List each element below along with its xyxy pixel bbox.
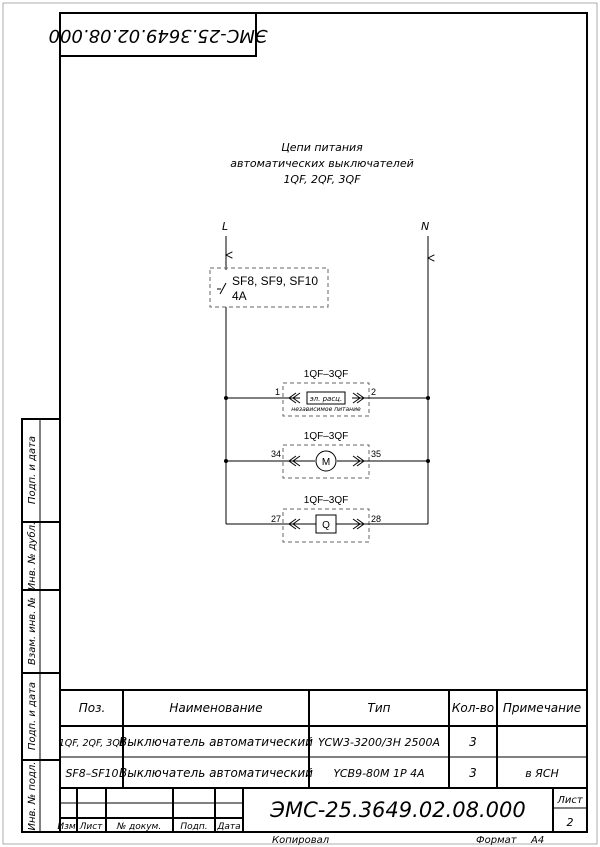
top-stamp <box>49 13 269 56</box>
side-stamp <box>22 419 60 832</box>
row2-qty: 3 <box>469 766 477 780</box>
svg-text:1QF–3QF: 1QF–3QF <box>303 431 349 442</box>
designation: ЭМС-25.3649.02.08.000 <box>270 798 526 822</box>
row2-type: YCB9-80M 1P 4A <box>333 767 425 780</box>
col-date: Дата <box>217 822 241 832</box>
row2-pos: SF8–SF10 <box>65 767 119 780</box>
spec-table <box>59 690 587 788</box>
row1-qty: 3 <box>469 735 477 749</box>
svg-text:Q: Q <box>322 520 330 531</box>
svg-text:1: 1 <box>275 387 281 397</box>
col-list: Лист <box>79 822 103 832</box>
row1-type: YCW3-3200/3H 2500A <box>317 736 441 749</box>
svg-text:28: 28 <box>371 514 382 524</box>
sheet-number: 2 <box>566 816 574 829</box>
row1-pos: 1QF, 2QF, 3QF <box>58 738 126 749</box>
load-q <box>226 495 428 542</box>
load1-device: 1QF–3QF <box>303 369 349 380</box>
col-doc: № докум. <box>116 822 162 832</box>
top-stamp-text: ЭМС-25.3649.02.08.000 <box>48 25 268 46</box>
load-release <box>224 369 430 416</box>
header-note: Примечание <box>502 701 582 715</box>
col-sign: Подп. <box>180 822 208 832</box>
title-line-2: автоматических выключателей <box>230 157 414 170</box>
title-block <box>57 788 587 832</box>
junction-n1 <box>426 396 430 400</box>
svg-text:2: 2 <box>371 387 377 397</box>
svg-text:эл. расц.: эл. расц. <box>309 395 343 403</box>
row1-name: Выключатель автоматический <box>119 735 313 749</box>
title-line-3: 1QF, 2QF, 3QF <box>283 173 361 186</box>
svg-text:27: 27 <box>271 514 282 524</box>
breaker-sf <box>210 268 328 307</box>
header-type: Тип <box>367 701 391 715</box>
breaker-label-2: 4A <box>232 289 247 303</box>
sheet-label: Лист <box>557 795 583 806</box>
load-motor <box>224 431 430 478</box>
footer-format-label: Формат <box>476 835 517 846</box>
svg-text:34: 34 <box>271 449 282 459</box>
side-stamp-1: Подп. и дата <box>27 435 38 505</box>
title-line-1: Цепи питания <box>281 141 363 154</box>
breaker-label-1: SF8, SF9, SF10 <box>232 274 319 288</box>
outer-frame <box>3 3 597 844</box>
svg-text:независимое питание: независимое питание <box>291 406 361 413</box>
diagram-title <box>230 141 414 186</box>
junction-l1 <box>224 396 228 400</box>
side-stamp-2: Инв. № дубл. <box>27 521 38 591</box>
footer-copied: Копировал <box>272 835 330 846</box>
side-stamp-3: Взам. инв. № <box>27 597 38 665</box>
header-name: Наименование <box>169 701 263 715</box>
col-izm: Изм. <box>57 822 79 832</box>
side-stamp-5: Инв. № подл. <box>27 761 38 831</box>
svg-text:1QF–3QF: 1QF–3QF <box>303 495 349 506</box>
side-stamp-4: Подп. и дата <box>27 681 38 751</box>
header-qty: Кол-во <box>451 701 495 715</box>
row2-name: Выключатель автоматический <box>119 766 313 780</box>
bus-n-label: N <box>421 220 430 233</box>
footer-format-value: A4 <box>531 835 545 846</box>
bus-l-label: L <box>222 220 229 233</box>
row2-note: в ЯСН <box>525 767 559 780</box>
header-pos: Поз. <box>78 701 106 715</box>
svg-text:35: 35 <box>371 449 382 459</box>
svg-text:M: M <box>321 457 331 468</box>
